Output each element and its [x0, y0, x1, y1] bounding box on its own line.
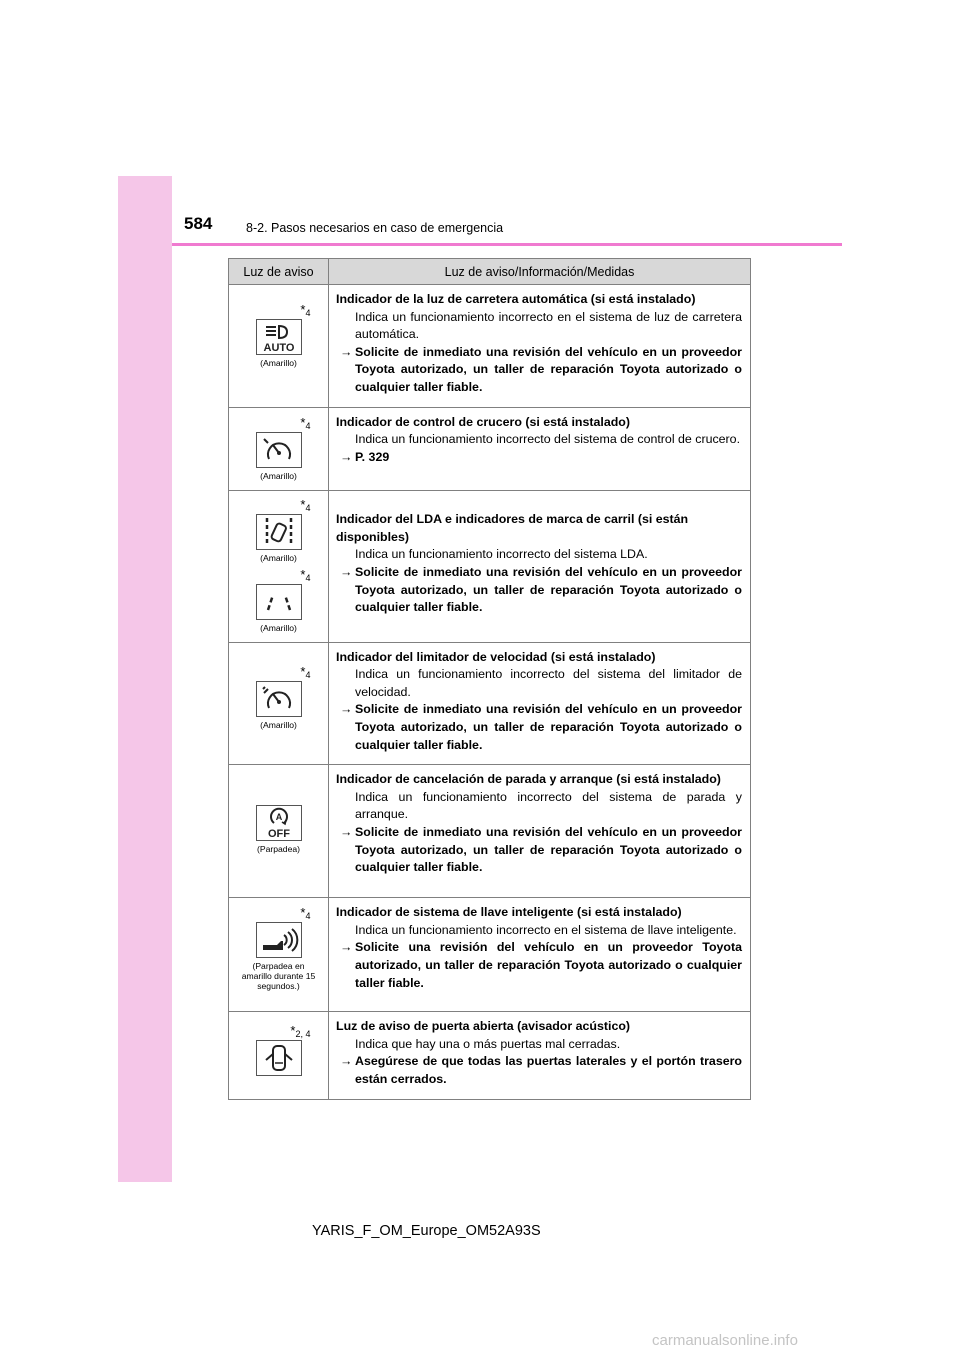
icon-cell	[229, 285, 329, 408]
info-cell	[329, 1012, 751, 1099]
footnote-marker: $*_4$	[300, 414, 311, 431]
icon-caption: (Amarillo)	[260, 622, 297, 633]
arrow-icon: →	[340, 344, 353, 359]
arrow-icon: →	[340, 940, 353, 955]
arrow-icon: →	[340, 824, 353, 839]
icon-cell	[229, 407, 329, 490]
info-cell	[329, 642, 751, 765]
icon-caption: (Amarillo)	[260, 719, 297, 730]
table-row	[229, 285, 751, 408]
footnote-marker: $*_{2, 4}$	[290, 1023, 311, 1040]
row-description: Indica un funcionamiento incorrecto en el sistema de luz de carretera automática.	[355, 309, 742, 342]
table-row	[229, 765, 751, 898]
svg-text:OFF: OFF	[267, 828, 290, 841]
row-title: Indicador de control de crucero (si está instalado)	[336, 414, 630, 429]
section-title: 8-2. Pasos necesarios en caso de emergencia	[246, 221, 504, 235]
footnote-marker: $*_4$	[300, 566, 311, 583]
header-rule	[172, 243, 842, 246]
table-row	[229, 898, 751, 1012]
table-row	[229, 1012, 751, 1099]
row-title: Indicador del limitador de velocidad (si está instalado)	[336, 649, 656, 664]
footnote-marker: $*_4$	[300, 905, 311, 922]
side-strip	[118, 176, 172, 1182]
row-title: Indicador de sistema de llave inteligente (si está instalado)	[336, 905, 682, 920]
info-cell	[329, 765, 751, 898]
row-action: → Solicite de inmediato una revisión del vehículo en un proveedor Toyota autorizado, un taller de reparación Toyota autorizado o cualquier taller fiable.	[340, 344, 742, 394]
footnote-marker: $*_4$	[300, 496, 311, 513]
icon-caption: (Parpadea en amarillo durante 15 segundos.)	[241, 961, 316, 992]
row-title: Indicador de la luz de carretera automática (si está instalado)	[336, 292, 696, 306]
row-action: → Solicite una revisión del vehículo en un proveedor Toyota autorizado, un taller de reparación Toyota autorizado o cualquier taller fiable.	[340, 940, 742, 990]
warning-light-table	[228, 258, 751, 1100]
row-title: Luz de aviso de puerta abierta (avisador acústico)	[336, 1019, 631, 1034]
table-row	[229, 490, 751, 642]
icon-caption: (Amarillo)	[260, 552, 297, 563]
icon-cell	[229, 1012, 329, 1099]
arrow-icon: →	[340, 1054, 353, 1069]
page-number: 584	[184, 214, 213, 233]
row-action: → Solicite de inmediato una revisión del vehículo en un proveedor Toyota autorizado, un taller de reparación Toyota autorizado o cualquier taller fiable.	[340, 824, 742, 875]
icon-cell	[229, 765, 329, 898]
auto-high-beam-icon	[256, 319, 302, 355]
info-cell	[329, 407, 751, 490]
row-description: Indica un funcionamiento incorrecto del sistema de parada y arranque.	[355, 789, 742, 822]
row-action: → P. 329	[336, 449, 742, 467]
speed-limiter-icon	[256, 681, 302, 717]
table-row	[229, 407, 751, 490]
arrow-icon: →	[340, 702, 353, 717]
svg-text:A: A	[275, 812, 282, 823]
svg-text:AUTO: AUTO	[263, 342, 294, 354]
table-header-row	[229, 259, 751, 285]
row-title: Indicador del LDA e indicadores de marca de carril (si están disponibles)	[336, 512, 689, 544]
row-action: → Solicite de inmediato una revisión del vehículo en un proveedor Toyota autorizado, un taller de reparación Toyota autorizado o cualquier taller fiable.	[340, 565, 742, 615]
door-open-icon	[256, 1040, 302, 1076]
document-id: YARIS_F_OM_Europe_OM52A93S	[312, 1223, 541, 1239]
lane-markers-icon	[256, 584, 302, 620]
icon-cell	[229, 642, 329, 765]
icon-cell	[229, 898, 329, 1012]
info-cell	[329, 285, 751, 408]
row-description: Indica un funcionamiento incorrecto del sistema del limitador de velocidad.	[355, 667, 742, 699]
footnote-marker: $*_4$	[300, 663, 311, 680]
stop-start-off-icon	[256, 805, 302, 841]
info-cell	[329, 898, 751, 1012]
column-header-info: Luz de aviso/Información/Medidas	[329, 259, 751, 285]
row-action: → Asegúrese de que todas las puertas laterales y el portón trasero están cerrados.	[340, 1054, 742, 1086]
row-description: Indica que hay una o más puertas mal cerradas.	[355, 1036, 621, 1051]
icon-caption: (Amarillo)	[260, 470, 297, 481]
icon-caption: (Parpadea)	[257, 844, 300, 855]
icon-caption: (Amarillo)	[260, 358, 297, 368]
row-description: Indica un funcionamiento incorrecto en el sistema de llave inteligente.	[355, 922, 737, 937]
icon-cell	[229, 490, 329, 642]
arrow-icon: →	[340, 449, 353, 464]
row-title: Indicador de cancelación de parada y arranque (si está instalado)	[336, 772, 721, 787]
row-description: Indica un funcionamiento incorrecto del sistema de control de crucero.	[355, 432, 741, 447]
smart-key-icon	[256, 922, 302, 958]
lda-icon	[256, 514, 302, 550]
row-action: → Solicite de inmediato una revisión del vehículo en un proveedor Toyota autorizado, un taller de reparación Toyota autorizado o cualquier taller fiable.	[340, 702, 742, 752]
footnote-marker: $*_4$	[300, 302, 311, 318]
arrow-icon: →	[340, 565, 353, 580]
watermark: carmanualsonline.info	[652, 1332, 798, 1349]
info-cell	[329, 490, 751, 642]
row-description: Indica un funcionamiento incorrecto del sistema LDA.	[355, 547, 648, 562]
table-row	[229, 642, 751, 765]
cruise-control-icon	[256, 432, 302, 468]
column-header-light: Luz de aviso	[229, 259, 329, 285]
